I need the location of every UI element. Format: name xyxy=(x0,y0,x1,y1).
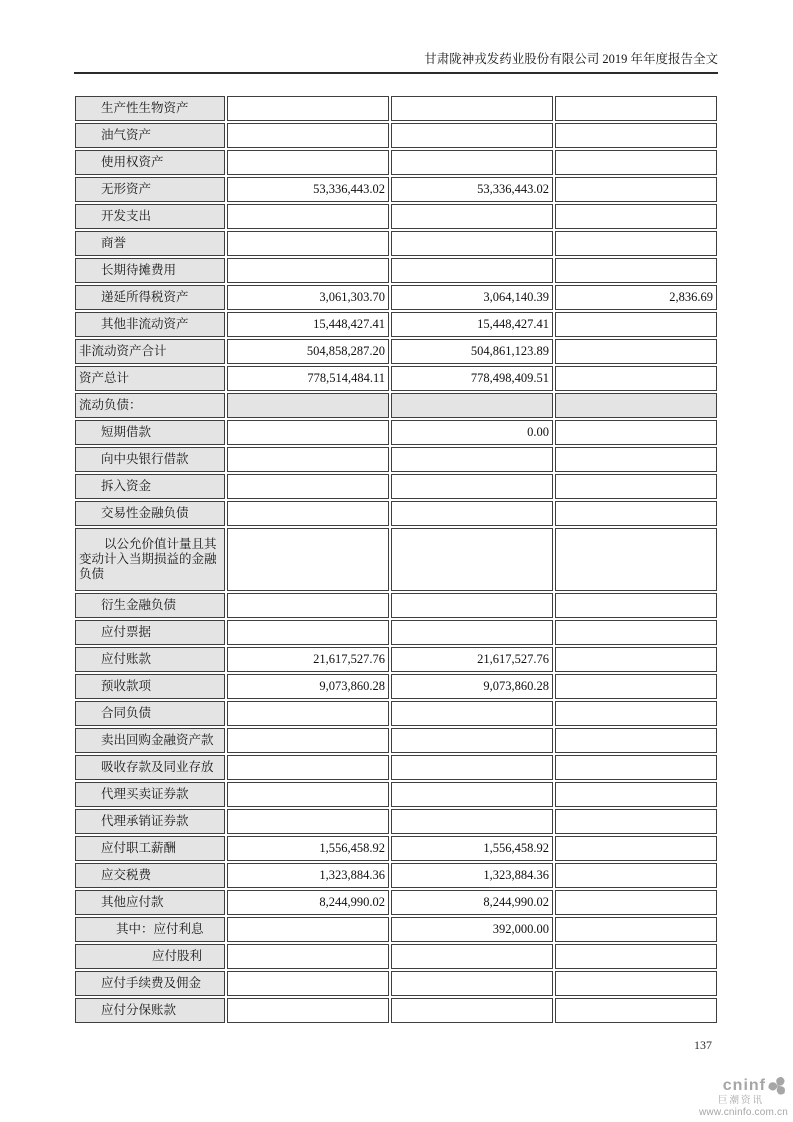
row-label: 向中央银行借款 xyxy=(75,447,225,472)
row-label: 非流动资产合计 xyxy=(75,339,225,364)
row-value: 1,323,884.36 xyxy=(227,863,389,888)
table-row xyxy=(75,620,717,645)
table-row xyxy=(75,593,717,618)
row-value xyxy=(391,501,553,526)
page-header-title: 甘肃陇神戎发药业股份有限公司 2019 年年度报告全文 xyxy=(424,52,718,66)
table-row xyxy=(75,258,717,283)
row-value: 53,336,443.02 xyxy=(227,177,389,202)
row-value: 1,323,884.36 xyxy=(391,863,553,888)
table-row xyxy=(75,312,717,337)
table-row xyxy=(75,420,717,445)
row-value xyxy=(227,474,389,499)
row-value xyxy=(555,96,717,121)
row-label: 应付股利 xyxy=(75,944,225,969)
table-row xyxy=(75,890,717,915)
row-value xyxy=(227,782,389,807)
row-value xyxy=(227,420,389,445)
row-value: 8,244,990.02 xyxy=(227,890,389,915)
row-value xyxy=(391,755,553,780)
table-row xyxy=(75,755,717,780)
table-row xyxy=(75,998,717,1023)
row-label: 应付账款 xyxy=(75,647,225,672)
row-label: 其他非流动资产 xyxy=(75,312,225,337)
row-value xyxy=(555,620,717,645)
table-row xyxy=(75,501,717,526)
row-value xyxy=(555,123,717,148)
row-value xyxy=(227,944,389,969)
row-value xyxy=(555,258,717,283)
row-label: 拆入资金 xyxy=(75,474,225,499)
cninfo-url: www.cninfo.com.cn xyxy=(699,1107,788,1118)
row-value xyxy=(227,701,389,726)
row-value xyxy=(391,620,553,645)
row-label: 流动负债： xyxy=(75,393,225,418)
row-value: 504,858,287.20 xyxy=(227,339,389,364)
row-value xyxy=(555,728,717,753)
table-row xyxy=(75,123,717,148)
row-value xyxy=(555,701,717,726)
row-value xyxy=(555,782,717,807)
row-value xyxy=(391,204,553,229)
table-row xyxy=(75,647,717,672)
row-label: 商誉 xyxy=(75,231,225,256)
row-label: 使用权资产 xyxy=(75,150,225,175)
table-row xyxy=(75,971,717,996)
row-value xyxy=(391,447,553,472)
row-value xyxy=(227,620,389,645)
table-row xyxy=(75,96,717,121)
row-label: 无形资产 xyxy=(75,177,225,202)
row-value xyxy=(555,836,717,861)
row-value xyxy=(555,917,717,942)
row-value xyxy=(555,339,717,364)
row-value xyxy=(227,998,389,1023)
row-value: 3,061,303.70 xyxy=(227,285,389,310)
row-value xyxy=(555,393,717,418)
row-value xyxy=(555,998,717,1023)
row-value xyxy=(555,150,717,175)
row-value xyxy=(555,647,717,672)
table-row xyxy=(75,339,717,364)
row-value xyxy=(391,971,553,996)
table-row xyxy=(75,447,717,472)
row-value xyxy=(227,96,389,121)
table-row xyxy=(75,474,717,499)
row-label: 代理买卖证券款 xyxy=(75,782,225,807)
row-value xyxy=(391,393,553,418)
row-value xyxy=(391,96,553,121)
row-value: 21,617,527.76 xyxy=(227,647,389,672)
row-value xyxy=(227,150,389,175)
row-label: 短期借款 xyxy=(75,420,225,445)
row-value xyxy=(555,447,717,472)
row-label: 应付票据 xyxy=(75,620,225,645)
row-value xyxy=(391,728,553,753)
row-value xyxy=(227,501,389,526)
row-value xyxy=(555,312,717,337)
row-value xyxy=(227,204,389,229)
table-row xyxy=(75,150,717,175)
row-value xyxy=(227,393,389,418)
row-label: 应付手续费及佣金 xyxy=(75,971,225,996)
table-row xyxy=(75,231,717,256)
row-value xyxy=(555,528,717,591)
row-value xyxy=(391,809,553,834)
row-value xyxy=(391,258,553,283)
row-value xyxy=(555,231,717,256)
row-value xyxy=(555,593,717,618)
row-value: 504,861,123.89 xyxy=(391,339,553,364)
cninfo-brand-text: cninf xyxy=(722,1077,766,1094)
row-value: 53,336,443.02 xyxy=(391,177,553,202)
row-value: 1,556,458.92 xyxy=(227,836,389,861)
row-label: 预收款项 xyxy=(75,674,225,699)
table-row xyxy=(75,204,717,229)
row-label: 应付分保账款 xyxy=(75,998,225,1023)
row-value xyxy=(391,593,553,618)
row-value xyxy=(227,258,389,283)
row-value: 392,000.00 xyxy=(391,917,553,942)
row-value xyxy=(227,231,389,256)
row-value xyxy=(555,755,717,780)
row-value xyxy=(555,177,717,202)
row-label: 代理承销证券款 xyxy=(75,809,225,834)
row-label: 开发支出 xyxy=(75,204,225,229)
row-label: 生产性生物资产 xyxy=(75,96,225,121)
row-value: 9,073,860.28 xyxy=(227,674,389,699)
table-row xyxy=(75,782,717,807)
row-value xyxy=(227,447,389,472)
row-label: 以公允价值计量且其变动计入当期损益的金融负债 xyxy=(75,528,225,591)
row-value: 21,617,527.76 xyxy=(391,647,553,672)
row-value xyxy=(555,204,717,229)
row-value: 778,514,484.11 xyxy=(227,366,389,391)
row-value xyxy=(391,701,553,726)
table-row xyxy=(75,944,717,969)
row-label: 递延所得税资产 xyxy=(75,285,225,310)
table-row xyxy=(75,177,717,202)
row-value xyxy=(227,917,389,942)
table-row xyxy=(75,863,717,888)
row-value xyxy=(555,890,717,915)
row-value xyxy=(391,150,553,175)
row-label: 应交税费 xyxy=(75,863,225,888)
row-value: 3,064,140.39 xyxy=(391,285,553,310)
table-row xyxy=(75,809,717,834)
row-value xyxy=(391,998,553,1023)
row-label: 交易性金融负债 xyxy=(75,501,225,526)
row-value: 9,073,860.28 xyxy=(391,674,553,699)
row-value xyxy=(555,944,717,969)
table-row xyxy=(75,836,717,861)
cninfo-logo xyxy=(668,1076,788,1119)
row-value xyxy=(555,366,717,391)
row-value xyxy=(227,728,389,753)
cninfo-logo-row xyxy=(668,1076,788,1096)
row-label: 油气资产 xyxy=(75,123,225,148)
row-value: 15,448,427.41 xyxy=(227,312,389,337)
row-label: 卖出回购金融资产款 xyxy=(75,728,225,753)
table-row xyxy=(75,528,717,591)
page-number: 137 xyxy=(694,1038,712,1052)
row-label: 其中：应付利息 xyxy=(75,917,225,942)
row-value xyxy=(555,674,717,699)
row-value: 1,556,458.92 xyxy=(391,836,553,861)
row-value: 15,448,427.41 xyxy=(391,312,553,337)
row-value xyxy=(227,528,389,591)
row-value: 8,244,990.02 xyxy=(391,890,553,915)
row-label: 合同负债 xyxy=(75,701,225,726)
table-row xyxy=(75,285,717,310)
table-row xyxy=(75,674,717,699)
table-row xyxy=(75,728,717,753)
row-value xyxy=(391,231,553,256)
row-label: 资产总计 xyxy=(75,366,225,391)
header-rule xyxy=(74,72,718,74)
row-value xyxy=(391,474,553,499)
row-value xyxy=(391,944,553,969)
row-value xyxy=(227,123,389,148)
table-row xyxy=(75,917,717,942)
cninfo-chinese-name: 巨潮资讯 xyxy=(717,1095,764,1106)
table-row xyxy=(75,366,717,391)
row-value: 778,498,409.51 xyxy=(391,366,553,391)
row-value xyxy=(227,809,389,834)
table-row xyxy=(75,393,717,418)
cninfo-swirl-icon xyxy=(768,1076,788,1096)
row-value xyxy=(391,123,553,148)
row-label: 应付职工薪酬 xyxy=(75,836,225,861)
row-value xyxy=(555,474,717,499)
row-value xyxy=(555,501,717,526)
row-value xyxy=(555,971,717,996)
row-value xyxy=(391,782,553,807)
row-label: 长期待摊费用 xyxy=(75,258,225,283)
row-label: 其他应付款 xyxy=(75,890,225,915)
row-value xyxy=(391,528,553,591)
row-value xyxy=(555,420,717,445)
balance-sheet-body xyxy=(75,96,717,1023)
row-value: 2,836.69 xyxy=(555,285,717,310)
row-value xyxy=(227,593,389,618)
row-label: 吸收存款及同业存放 xyxy=(75,755,225,780)
row-value xyxy=(227,755,389,780)
row-value xyxy=(555,809,717,834)
row-label: 衍生金融负债 xyxy=(75,593,225,618)
table-row xyxy=(75,701,717,726)
row-value xyxy=(227,971,389,996)
row-value: 0.00 xyxy=(391,420,553,445)
row-value xyxy=(555,863,717,888)
balance-sheet-table xyxy=(73,94,719,1025)
